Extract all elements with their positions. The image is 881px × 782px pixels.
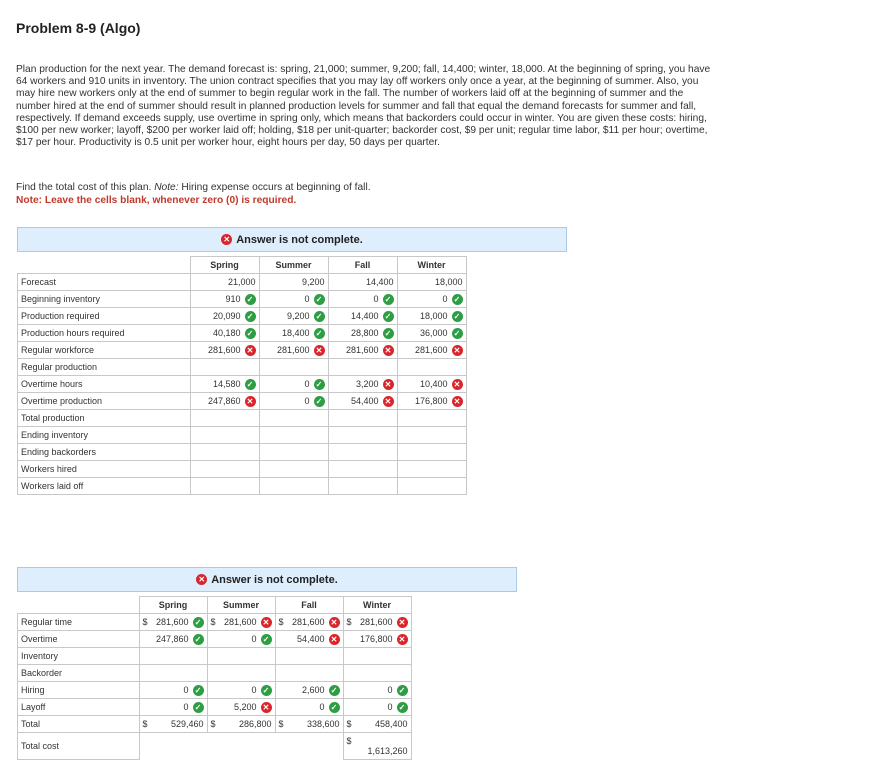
row-label: Overtime hours bbox=[18, 376, 191, 393]
dollar-sign: $ bbox=[278, 617, 284, 627]
answer-cell[interactable] bbox=[207, 716, 275, 733]
answer-cell[interactable] bbox=[328, 376, 397, 393]
answer-cell[interactable] bbox=[259, 444, 328, 461]
answer-cell[interactable] bbox=[190, 478, 259, 495]
cell-value: 0 bbox=[251, 685, 257, 695]
check-icon: ✓ bbox=[452, 311, 463, 322]
row-label: Workers hired bbox=[18, 461, 191, 478]
table-row bbox=[18, 325, 467, 342]
cell-value: 0 bbox=[183, 702, 189, 712]
dollar-sign: $ bbox=[210, 719, 216, 729]
answer-cell[interactable] bbox=[328, 359, 397, 376]
error-icon: ✕ bbox=[397, 634, 408, 645]
error-icon: ✕ bbox=[383, 396, 394, 407]
check-icon: ✓ bbox=[261, 685, 272, 696]
check-icon: ✓ bbox=[397, 702, 408, 713]
table-row bbox=[18, 699, 412, 716]
answer-cell[interactable] bbox=[139, 716, 207, 733]
note-inline-text: Hiring expense occurs at beginning of fall. bbox=[181, 182, 371, 193]
table-row bbox=[18, 393, 467, 410]
row-label: Ending backorders bbox=[18, 444, 191, 461]
cell-value: 0 bbox=[304, 379, 310, 389]
table-row bbox=[18, 376, 467, 393]
row-label: Total cost bbox=[18, 733, 140, 760]
answer-cell[interactable] bbox=[397, 291, 466, 308]
answer-cell[interactable] bbox=[275, 614, 343, 631]
cell-value: 54,400 bbox=[296, 634, 325, 644]
cell-value: 0 bbox=[304, 396, 310, 406]
answer-cell[interactable] bbox=[397, 410, 466, 427]
table-row bbox=[18, 614, 412, 631]
check-icon: ✓ bbox=[193, 634, 204, 645]
answer-cell[interactable] bbox=[343, 665, 411, 682]
error-icon: ✕ bbox=[452, 379, 463, 390]
answer-cell[interactable] bbox=[259, 342, 328, 359]
answer-cell[interactable] bbox=[328, 444, 397, 461]
answer-cell[interactable] bbox=[343, 716, 411, 733]
answer-cell[interactable] bbox=[190, 308, 259, 325]
answer-cell[interactable] bbox=[259, 359, 328, 376]
forecast-value bbox=[328, 274, 397, 291]
table-row bbox=[18, 291, 467, 308]
table-row bbox=[18, 274, 467, 291]
banner-text: Answer is not complete. bbox=[211, 573, 338, 586]
check-icon: ✓ bbox=[383, 328, 394, 339]
total-cost-value: 1,613,260 bbox=[367, 746, 408, 756]
answer-cell[interactable] bbox=[190, 427, 259, 444]
row-label: Forecast bbox=[18, 274, 191, 291]
check-icon: ✓ bbox=[314, 294, 325, 305]
note-red: Note: Leave the cells blank, whenever zero (0) is required. bbox=[16, 195, 297, 206]
error-icon: ✕ bbox=[261, 617, 272, 628]
answer-cell[interactable] bbox=[343, 631, 411, 648]
answer-cell[interactable] bbox=[275, 648, 343, 665]
answer-cell[interactable] bbox=[190, 376, 259, 393]
dollar-sign: $ bbox=[142, 617, 148, 627]
row-label: Total bbox=[18, 716, 140, 733]
answer-cell[interactable] bbox=[259, 461, 328, 478]
cell-value: 0 bbox=[373, 294, 379, 304]
cell-value: 176,800 bbox=[414, 396, 448, 406]
answer-cell[interactable] bbox=[328, 461, 397, 478]
answer-cell[interactable] bbox=[397, 461, 466, 478]
answer-cell[interactable] bbox=[328, 308, 397, 325]
answer-cell[interactable] bbox=[328, 410, 397, 427]
cell-value: 458,400 bbox=[374, 719, 408, 729]
answer-cell[interactable] bbox=[328, 393, 397, 410]
table-row bbox=[18, 631, 412, 648]
answer-cell[interactable] bbox=[275, 682, 343, 699]
answer-cell[interactable] bbox=[190, 410, 259, 427]
cell-value: 0 bbox=[319, 702, 325, 712]
answer-cell[interactable] bbox=[259, 308, 328, 325]
answer-cell[interactable] bbox=[397, 359, 466, 376]
cell-value: 18,000 bbox=[434, 277, 463, 287]
dollar-sign: $ bbox=[278, 719, 284, 729]
page-title: Problem 8-9 (Algo) bbox=[16, 20, 141, 36]
table-row bbox=[18, 716, 412, 733]
table-row bbox=[18, 461, 467, 478]
cell-value: 54,400 bbox=[350, 396, 379, 406]
cell-value: 281,600 bbox=[223, 617, 257, 627]
cell-value: 18,000 bbox=[419, 311, 448, 321]
empty-cell bbox=[275, 733, 343, 760]
cell-value: 2,600 bbox=[301, 685, 325, 695]
table-row bbox=[18, 342, 467, 359]
check-icon: ✓ bbox=[245, 379, 256, 390]
dollar-sign: $ bbox=[346, 617, 352, 627]
check-icon: ✓ bbox=[329, 702, 340, 713]
cell-value: 36,000 bbox=[419, 328, 448, 338]
answer-cell[interactable] bbox=[139, 614, 207, 631]
cell-value: 281,600 bbox=[359, 617, 393, 627]
cell-value: 0 bbox=[304, 294, 310, 304]
answer-cell[interactable] bbox=[139, 648, 207, 665]
answer-cell[interactable] bbox=[190, 444, 259, 461]
answer-cell[interactable] bbox=[397, 308, 466, 325]
find-text bbox=[16, 182, 371, 193]
answer-cell[interactable] bbox=[259, 325, 328, 342]
answer-cell[interactable] bbox=[328, 325, 397, 342]
answer-cell[interactable] bbox=[259, 393, 328, 410]
row-label: Production hours required bbox=[18, 325, 191, 342]
empty-cell bbox=[207, 733, 275, 760]
table-header-blank bbox=[18, 257, 191, 274]
error-icon: ✕ bbox=[383, 345, 394, 356]
answer-cell[interactable] bbox=[397, 325, 466, 342]
check-icon: ✓ bbox=[383, 311, 394, 322]
cell-value: 20,090 bbox=[212, 311, 241, 321]
forecast-value bbox=[397, 274, 466, 291]
cell-value: 286,800 bbox=[238, 719, 272, 729]
check-icon: ✓ bbox=[397, 685, 408, 696]
row-label: Overtime bbox=[18, 631, 140, 648]
check-icon: ✓ bbox=[314, 311, 325, 322]
answer-cell[interactable] bbox=[397, 342, 466, 359]
cell-value: 281,600 bbox=[345, 345, 379, 355]
cell-value: 9,200 bbox=[286, 311, 310, 321]
cell-value: 281,600 bbox=[207, 345, 241, 355]
cell-value: 14,580 bbox=[212, 379, 241, 389]
cell-value: 0 bbox=[387, 702, 393, 712]
table-row bbox=[18, 308, 467, 325]
answer-cell[interactable] bbox=[139, 631, 207, 648]
answer-cell[interactable] bbox=[259, 427, 328, 444]
check-icon: ✓ bbox=[245, 294, 256, 305]
answer-cell[interactable] bbox=[275, 665, 343, 682]
cell-value: 14,400 bbox=[365, 277, 394, 287]
answer-cell[interactable] bbox=[275, 631, 343, 648]
check-icon: ✓ bbox=[314, 379, 325, 390]
col-winter: Winter bbox=[343, 597, 411, 614]
row-label: Backorder bbox=[18, 665, 140, 682]
check-icon: ✓ bbox=[383, 294, 394, 305]
answer-cell[interactable] bbox=[397, 427, 466, 444]
answer-cell[interactable] bbox=[259, 478, 328, 495]
table-header-blank bbox=[18, 597, 140, 614]
answer-cell[interactable] bbox=[397, 444, 466, 461]
table-row bbox=[18, 665, 412, 682]
answer-cell[interactable] bbox=[207, 665, 275, 682]
cell-value: 21,000 bbox=[227, 277, 256, 287]
total-cost-row bbox=[18, 733, 412, 760]
answer-cell[interactable] bbox=[190, 393, 259, 410]
dollar-sign: $ bbox=[142, 719, 148, 729]
cell-value: 338,600 bbox=[306, 719, 340, 729]
table-row bbox=[18, 410, 467, 427]
answer-cell[interactable] bbox=[190, 461, 259, 478]
answer-cell[interactable] bbox=[343, 699, 411, 716]
error-icon: ✕ bbox=[397, 617, 408, 628]
row-label: Regular workforce bbox=[18, 342, 191, 359]
table-row bbox=[18, 648, 412, 665]
cell-value: 40,180 bbox=[212, 328, 241, 338]
answer-cell[interactable] bbox=[207, 631, 275, 648]
production-plan-table bbox=[17, 256, 467, 495]
col-fall: Fall bbox=[328, 257, 397, 274]
answer-cell[interactable] bbox=[328, 478, 397, 495]
answer-cell[interactable] bbox=[328, 342, 397, 359]
error-icon: ✕ bbox=[383, 379, 394, 390]
check-icon: ✓ bbox=[245, 311, 256, 322]
table-row bbox=[18, 359, 467, 376]
answer-cell[interactable] bbox=[207, 699, 275, 716]
answer-cell[interactable] bbox=[343, 682, 411, 699]
row-label: Workers laid off bbox=[18, 478, 191, 495]
cost-table bbox=[17, 596, 412, 760]
error-icon: ✕ bbox=[196, 574, 207, 585]
answer-banner-2 bbox=[17, 567, 517, 592]
problem-text: Plan production for the next year. The demand forecast is: spring, 21,000; summer, 9,200; fall, 14,400; winter, 18,000. At the beginning of spring, you have 64 workers and 910 units in inventory. The union contract specifies that you may lay off workers only once a year, at the beginning of summer. Also, you may hire new workers only at the end of summer to begin regular work in the fall. The number of workers laid off at the beginning of summer and the number hired at the end of summer should result in planned production levels for summer and fall that equal the demand forecasts for summer and fall, respectively. If demand exceeds supply, use overtime in spring only, which means that backorders could occur in winter. You are given these costs: hiring, $100 per new worker; layoff, $200 per worker laid off; holding, $18 per unit-quarter; backorder cost, $9 per unit; regular time labor, $11 per hour; overtime, $17 per hour. Productivity is 0.5 unit per worker hour, eight hours per day, 50 days per quarter. bbox=[16, 64, 711, 149]
total-cost-cell[interactable] bbox=[343, 733, 411, 760]
answer-cell[interactable] bbox=[328, 291, 397, 308]
check-icon: ✓ bbox=[452, 328, 463, 339]
answer-cell[interactable] bbox=[207, 614, 275, 631]
cell-value: 10,400 bbox=[419, 379, 448, 389]
cell-value: 281,600 bbox=[276, 345, 310, 355]
answer-cell[interactable] bbox=[190, 325, 259, 342]
cell-value: 0 bbox=[251, 634, 257, 644]
error-icon: ✕ bbox=[314, 345, 325, 356]
table-row bbox=[18, 682, 412, 699]
row-label: Ending inventory bbox=[18, 427, 191, 444]
note-inline-label: Note: bbox=[154, 182, 179, 193]
cell-value: 9,200 bbox=[301, 277, 325, 287]
answer-cell[interactable] bbox=[259, 376, 328, 393]
answer-cell[interactable] bbox=[190, 291, 259, 308]
error-icon: ✕ bbox=[452, 345, 463, 356]
row-label: Layoff bbox=[18, 699, 140, 716]
answer-cell[interactable] bbox=[259, 410, 328, 427]
row-label: Hiring bbox=[18, 682, 140, 699]
cell-value: 176,800 bbox=[359, 634, 393, 644]
check-icon: ✓ bbox=[193, 702, 204, 713]
check-icon: ✓ bbox=[329, 685, 340, 696]
answer-cell[interactable] bbox=[190, 359, 259, 376]
cell-value: 281,600 bbox=[414, 345, 448, 355]
dollar-sign: $ bbox=[346, 719, 352, 729]
row-label: Production required bbox=[18, 308, 191, 325]
answer-cell[interactable] bbox=[139, 682, 207, 699]
error-icon: ✕ bbox=[245, 396, 256, 407]
check-icon: ✓ bbox=[314, 396, 325, 407]
error-icon: ✕ bbox=[245, 345, 256, 356]
col-summer: Summer bbox=[259, 257, 328, 274]
answer-cell[interactable] bbox=[259, 291, 328, 308]
answer-cell[interactable] bbox=[139, 699, 207, 716]
col-fall: Fall bbox=[275, 597, 343, 614]
error-icon: ✕ bbox=[221, 234, 232, 245]
col-spring: Spring bbox=[139, 597, 207, 614]
answer-cell[interactable] bbox=[397, 478, 466, 495]
find-text-main: Find the total cost of this plan. bbox=[16, 182, 152, 193]
check-icon: ✓ bbox=[193, 685, 204, 696]
error-icon: ✕ bbox=[261, 702, 272, 713]
cell-value: 0 bbox=[387, 685, 393, 695]
answer-cell[interactable] bbox=[343, 648, 411, 665]
error-icon: ✕ bbox=[329, 617, 340, 628]
answer-cell[interactable] bbox=[275, 716, 343, 733]
col-spring: Spring bbox=[190, 257, 259, 274]
row-label: Inventory bbox=[18, 648, 140, 665]
col-summer: Summer bbox=[207, 597, 275, 614]
row-label: Beginning inventory bbox=[18, 291, 191, 308]
forecast-value bbox=[259, 274, 328, 291]
answer-cell[interactable] bbox=[397, 393, 466, 410]
cell-value: 529,460 bbox=[170, 719, 204, 729]
answer-cell[interactable] bbox=[397, 376, 466, 393]
cell-value: 910 bbox=[225, 294, 241, 304]
answer-cell[interactable] bbox=[190, 342, 259, 359]
table-row bbox=[18, 444, 467, 461]
cell-value: 18,400 bbox=[281, 328, 310, 338]
row-label: Total production bbox=[18, 410, 191, 427]
answer-cell[interactable] bbox=[328, 427, 397, 444]
check-icon: ✓ bbox=[193, 617, 204, 628]
check-icon: ✓ bbox=[314, 328, 325, 339]
cell-value: 0 bbox=[183, 685, 189, 695]
error-icon: ✕ bbox=[452, 396, 463, 407]
dollar-sign: $ bbox=[210, 617, 216, 627]
answer-cell[interactable] bbox=[139, 665, 207, 682]
cell-value: 247,860 bbox=[207, 396, 241, 406]
cell-value: 3,200 bbox=[355, 379, 379, 389]
answer-cell[interactable] bbox=[343, 614, 411, 631]
answer-cell[interactable] bbox=[207, 682, 275, 699]
check-icon: ✓ bbox=[452, 294, 463, 305]
empty-cell bbox=[139, 733, 207, 760]
check-icon: ✓ bbox=[245, 328, 256, 339]
cell-value: 14,400 bbox=[350, 311, 379, 321]
row-label: Regular time bbox=[18, 614, 140, 631]
table-row bbox=[18, 478, 467, 495]
cell-value: 247,860 bbox=[155, 634, 189, 644]
cell-value: 28,800 bbox=[350, 328, 379, 338]
answer-cell[interactable] bbox=[275, 699, 343, 716]
check-icon: ✓ bbox=[261, 634, 272, 645]
cell-value: 5,200 bbox=[233, 702, 257, 712]
row-label: Overtime production bbox=[18, 393, 191, 410]
cell-value: 281,600 bbox=[291, 617, 325, 627]
cell-value: 0 bbox=[442, 294, 448, 304]
error-icon: ✕ bbox=[329, 634, 340, 645]
banner-text: Answer is not complete. bbox=[236, 233, 363, 246]
answer-banner-1 bbox=[17, 227, 567, 252]
table-row bbox=[18, 427, 467, 444]
cell-value: 281,600 bbox=[155, 617, 189, 627]
row-label: Regular production bbox=[18, 359, 191, 376]
dollar-sign: $ bbox=[346, 736, 352, 746]
forecast-value bbox=[190, 274, 259, 291]
col-winter: Winter bbox=[397, 257, 466, 274]
answer-cell[interactable] bbox=[207, 648, 275, 665]
